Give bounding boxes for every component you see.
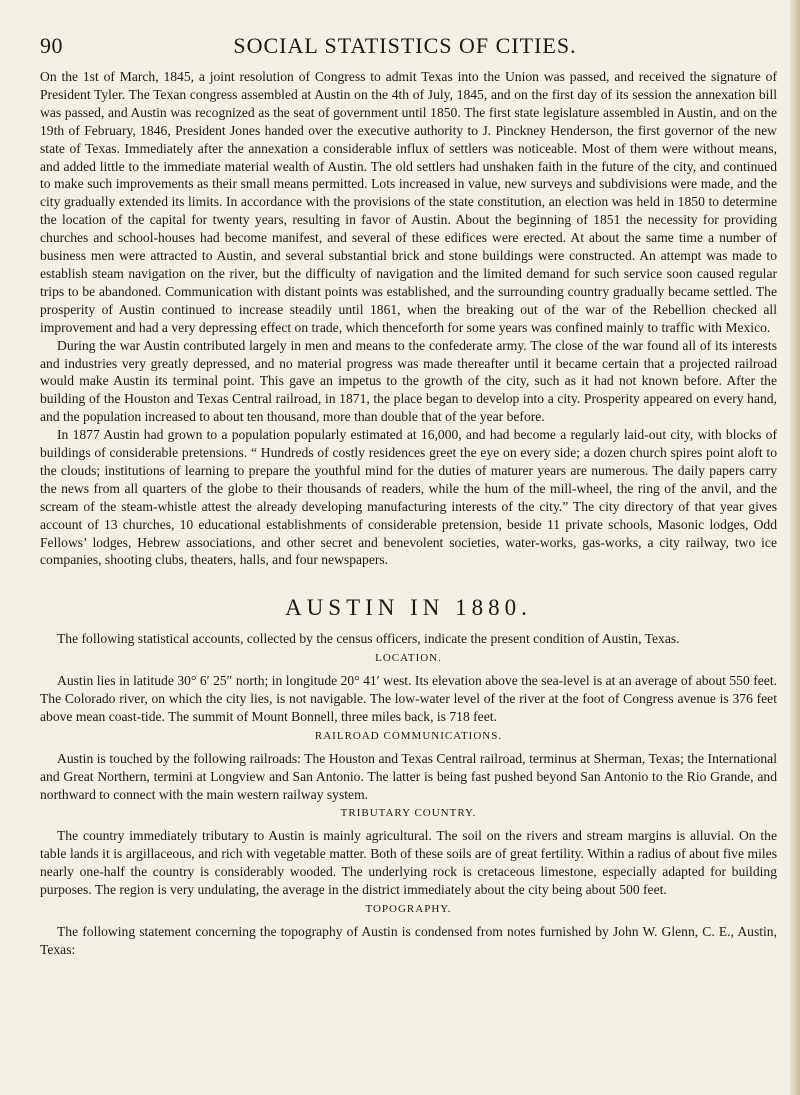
section-title: AUSTIN IN 1880. — [285, 595, 532, 621]
tributary-heading: TRIBUTARY COUNTRY. — [340, 807, 477, 820]
location-paragraph: Austin lies in latitude 30° 6′ 25″ north; in longitude 20° 41′ west. Its elevation above the sea-level is at an average of about 550 feet. The Colorado river, on which the city lies, is not navigable. The low-water level of the river at the foot of Congress avenue is 376 feet above mean coast-tide. The summit of Mount Bonnell, three miles back, is 718 feet. — [40, 673, 777, 724]
history-paragraph-3: In 1877 Austin had grown to a population popularly estimated at 16,000, and had become a regularly laid-out city, with blocks of buildings of considerable pretensions. “ Hundreds of costly residences greet the eye on every side; a dozen church spires point aloft to the clouds; institutions of learning to prepare the youthful mind for the duties of maturer years are numerous. The daily papers carry the news from all quarters of the globe to their thousands of readers, while the hum of the mill-wheel, the ring of the anvil, and the scream of the steam-whistle attest the already developing manufacturing interests of the city.” The city directory of that year gives account of 13 churches, 10 educational establishments of considerable pretension, beside 11 private schools, Masonic lodges, Odd Fellows’ lodges, Hebrew associations, and other secret and benevolent societies, water-works, gas-works, a city railway, two ice companies, shooting clubs, theaters, halls, and four newspapers. — [40, 427, 777, 568]
section-intro: The following statistical accounts, collected by the census officers, indicate the present condition of Austin, Texas. — [57, 631, 680, 647]
page-header — [40, 33, 770, 63]
page-body — [40, 68, 777, 959]
running-head: SOCIAL STATISTICS OF CITIES. — [233, 33, 577, 58]
location-heading: LOCATION. — [375, 652, 442, 665]
history-paragraph-2: During the war Austin contributed largely in men and means to the confederate army. The close of the war found all of its interests and industries very greatly depressed, and no material progress was made thereafter until it became certain that a projected railroad would make Austin its terminal point. This gave an impetus to the growth of the city, such as it had not known before. After the building of the Houston and Texas Central railroad, in 1871, the place began to develop into a city. Prosperity appeared on every hand, and the population increased to about ten thousand, more than double that of the year before. — [40, 337, 777, 425]
topography-paragraph: The following statement concerning the topography of Austin is condensed from notes furnished by John W. Glenn, C. E., Austin, Texas: — [40, 923, 777, 957]
topography-heading: TOPOGRAPHY. — [365, 902, 452, 915]
tributary-paragraph: The country immediately tributary to Austin is mainly agricultural. The soil on the rivers and stream margins is alluvial. On the table lands it is argillaceous, and rich with vegetable matter. Both of these soils are of great fertility. Within a radius of about five miles nearly one-half the country is considerably wooded. The underlying rock is cretaceous limestone, especially adapted for building purposes. The region is very undulating, the average in the district immediately about the city being about 500 feet. — [40, 828, 777, 898]
page-edge — [790, 0, 800, 1095]
railroad-heading: RAILROAD COMMUNICATIONS. — [314, 729, 503, 742]
railroad-paragraph: Austin is touched by the following railroads: The Houston and Texas Central railroad, terminus at Sherman, Texas; the International and Great Northern, termini at Longview and San Antonio. The latter is being fast pushed beyond San Antonio to the Rio Grande, and northward to connect with the main western railway system. — [40, 750, 777, 802]
page-number: 90 — [40, 33, 63, 58]
history-paragraph-1: On the 1st of March, 1845, a joint resolution of Congress to admit Texas into the Union was passed, and received the signature of President Tyler. The Texan congress assembled at Austin on the 4th of July, 1845, and on the first day of its session the annexation bill was passed, and Austin was recognized as the seat of government until 1850. The first state legislature assembled in Austin, and on the 19th of February, 1846, President Jones handed over the executive authority to J. Pinckney Henderson, the first governor of the new state of Texas. Immediately after the annexation a considerable influx of settlers was noticeable. Most of them were without means, and added little to the immediate material wealth of Austin. The old settlers had unshaken faith in the future of the city, and continued to make such improvements as their small means permitted. Lots increased in value, new surveys and subdivisions were made, and the city gradually extended its limits. In accordance with the provisions of the state constitution, an election was held in 1850 to determine the location of the capital for twenty years, resulting in favor of Austin. About the beginning of 1851 the necessity for providing churches and school-houses had become manifest, and several of these edifices were erected. At about the same time a number of business men were attracted to Austin, and several substantial brick and stone buildings were constructed. An attempt was made to establish steam navigation on the river, but the difficulty of navigation and the limited demand for such service soon caused regular trips to be abandoned. Communication with distant points was established, and the surrounding country gradually became settled. The prosperity of Austin continued to increase steadily until 1861, when the breaking out of the war of the Rebellion checked all improvement and had a very depressing effect on trade, which thenceforth for some years was confined mainly to traffic with Mexico. — [40, 69, 777, 335]
